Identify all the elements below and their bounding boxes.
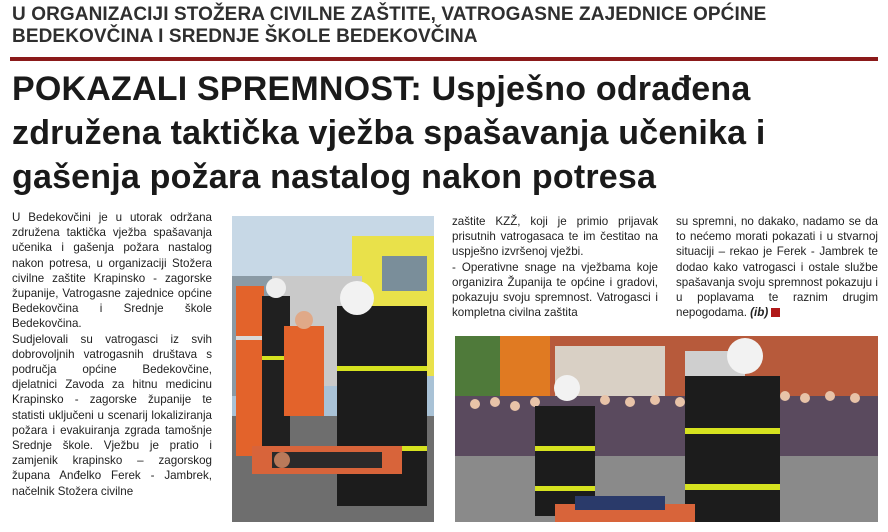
end-mark-icon	[771, 308, 780, 317]
article-paragraph: U Bedekovčini je u utorak održana združena taktička vježba spašavanja učenika i gašenja požara nastalog nakon potresa, u organizaciji Stožera civilne zaštite Krapinsko - zagorske županije, Vatrogasne zajednice općine Bedekovčina i Srednje škole Bedekovčina.	[12, 211, 212, 331]
article-paragraph: - Operativne snage na vježbama koje organizira Županija te općine i gradovi, pokazuju svoju spremnost. Vatrogasci i kompletna civilna zaštita	[452, 260, 658, 320]
author-signature: (ib)	[750, 306, 769, 320]
article-kicker: U ORGANIZACIJI STOŽERA CIVILNE ZAŠTITE, VATROGASNE ZAJEDNICE OPĆINE BEDEKOVČINA I SREDNJE ŠKOLE BEDEKOVČINA	[12, 4, 767, 47]
firefighters-school-crowd-photo	[455, 336, 878, 522]
kicker-divider	[10, 57, 878, 61]
article-column-2	[452, 214, 658, 320]
firefighters-rescue-stretcher-photo	[232, 216, 434, 522]
article-paragraph: su spremni, no dakako, nadamo se da to nećemo morati pokazati i u stvarnoj situaciji – rekao je Ferek - Jambrek te dodao kako vatrogasci i ostale službe spašavanja svoju spremnost pokazuju i u poplavama te raznim drugim nepogodama.	[676, 215, 878, 320]
article-headline: POKAZALI SPREMNOST: Uspješno odrađena združena taktička vježba spašavanja učenika i gašenja požara nastalog nakon potresa	[12, 70, 766, 196]
article-paragraph: Sudjelovali su vatrogasci iz svih dobrovoljnih vatrogasnih društava s područja općine Bedekovčine, djelatnici Zavoda za hitnu medicinu Krapinsko - zagorske županije te statisti uključeni u scenarij lokaliziranja požara i evakuiranja zgrada tamošnje Srednje škole. Vježbu je pratio i zamjenik krapinsko – zagorskog župana Anđelko Ferek - Jambrek, načelnik Stožera civilne	[12, 332, 212, 498]
article-column-1	[12, 210, 212, 499]
article-paragraph: zaštite KZŽ, koji je primio prijavak prisutnih vatrogasaca te im čestitao na uspješno izvršenoj vježbi.	[452, 215, 658, 259]
article-column-3	[676, 214, 878, 320]
